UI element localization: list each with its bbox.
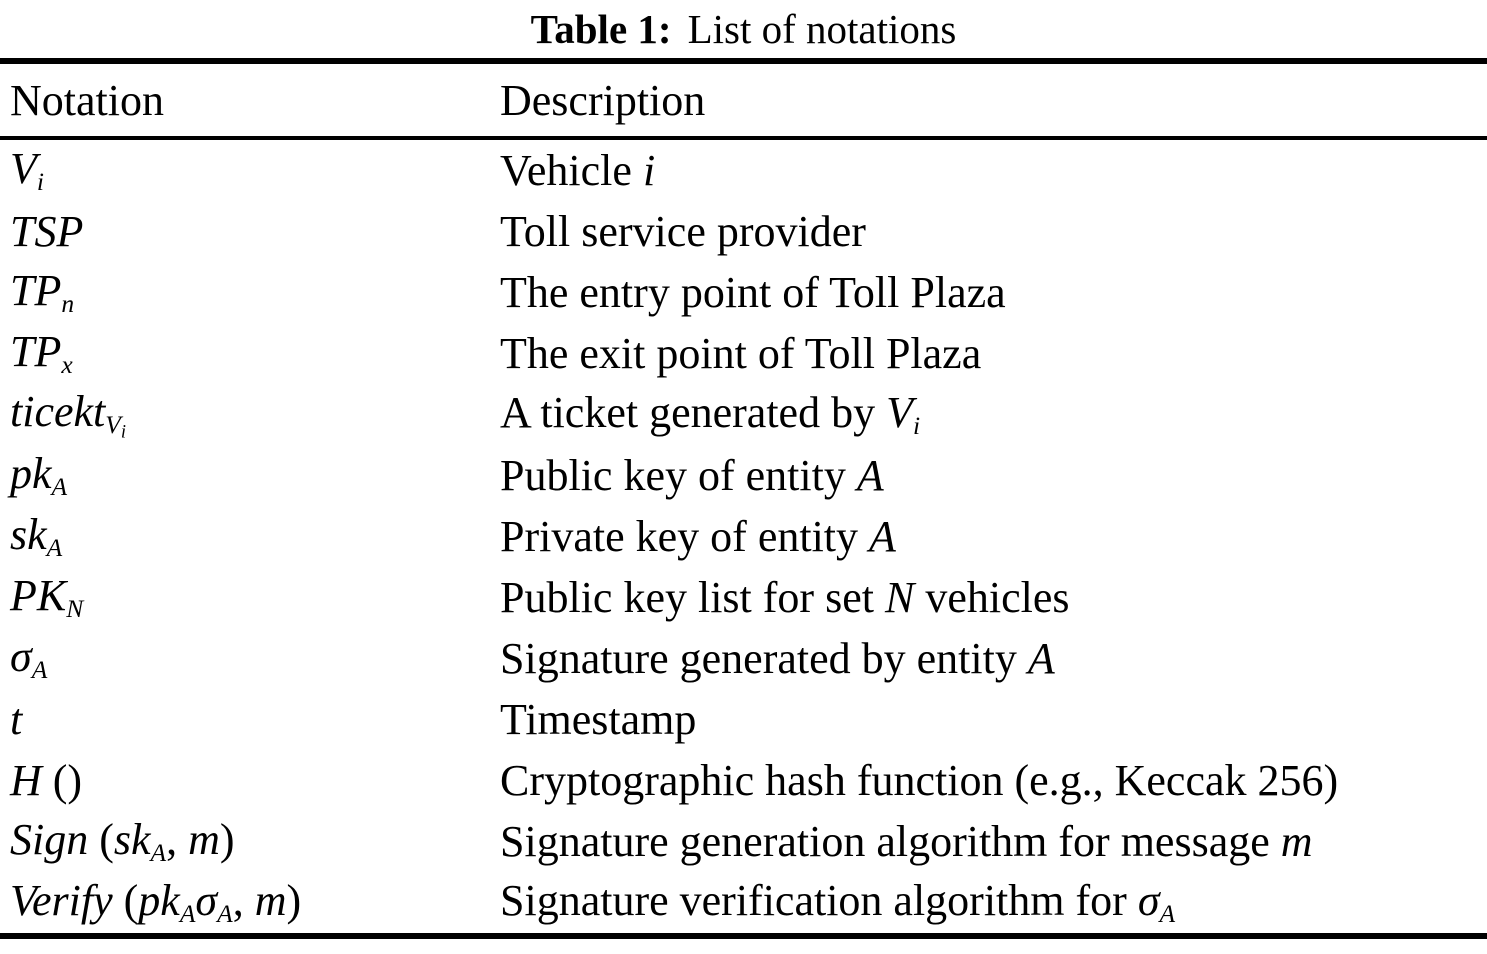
text-segment: ) (286, 876, 302, 926)
text-segment: σ (1137, 876, 1160, 926)
notation-cell (0, 570, 500, 624)
text-segment: σ (10, 632, 32, 682)
table-header-row (0, 64, 1487, 136)
table-caption-number: Table 1: (530, 6, 672, 52)
text-segment: A (179, 899, 196, 929)
table-body (0, 140, 1487, 933)
table-row (0, 262, 1487, 323)
text-segment: A (856, 451, 884, 500)
text-segment: m (1280, 817, 1313, 866)
table-row (0, 506, 1487, 567)
table-bottom-rule (0, 933, 1487, 939)
text-segment: Public key of entity (500, 451, 857, 500)
text-segment: t (10, 695, 23, 744)
text-segment: Public key list for set (500, 573, 885, 622)
notation-cell (0, 448, 500, 502)
description-cell (500, 206, 1487, 257)
text-segment: , (232, 876, 255, 926)
text-segment: Timestamp (500, 695, 697, 744)
notation-cell (0, 386, 500, 442)
notation-cell (0, 755, 500, 806)
table-row (0, 384, 1487, 445)
text-segment: ticekt (10, 387, 106, 437)
notation-cell (0, 326, 500, 380)
table-row (0, 140, 1487, 201)
text-segment: The exit point of Toll Plaza (500, 329, 982, 378)
text-segment: σ (195, 876, 218, 926)
description-cell (500, 387, 1487, 441)
text-segment: Signature generated by entity (500, 634, 1028, 683)
text-segment: PK (10, 571, 67, 621)
text-segment: H (10, 756, 42, 805)
description-cell (500, 816, 1487, 867)
notation-cell (0, 875, 500, 929)
notation-cell (0, 143, 500, 197)
text-segment: , (166, 815, 189, 865)
table-row (0, 811, 1487, 872)
text-segment: i (642, 146, 656, 195)
text-segment: TP (10, 327, 62, 377)
text-segment: Signature generation algorithm for message (500, 817, 1281, 866)
description-cell (500, 694, 1487, 745)
text-segment: sk (113, 815, 151, 865)
table-row (0, 201, 1487, 262)
text-segment: i (912, 411, 921, 441)
text-segment: A (31, 655, 48, 685)
table-row (0, 567, 1487, 628)
text-segment: m (254, 876, 287, 926)
notation-cell (0, 631, 500, 685)
text-segment: A (869, 512, 896, 561)
notation-cell (0, 814, 500, 868)
text-segment: A ticket generated by (500, 388, 887, 438)
description-cell (500, 328, 1487, 379)
table-row (0, 689, 1487, 750)
description-cell (500, 450, 1487, 501)
description-cell (500, 267, 1487, 318)
text-segment: A (46, 533, 63, 563)
table-row (0, 750, 1487, 811)
text-segment: Signature verification algorithm for (500, 876, 1138, 926)
table-row (0, 323, 1487, 384)
text-segment: sk (10, 510, 47, 560)
column-header-description: Description (500, 75, 706, 125)
text-segment: i (120, 421, 126, 442)
text-segment: The entry point of Toll Plaza (500, 268, 1006, 317)
table-row (0, 445, 1487, 506)
text-segment: Cryptographic hash function (e.g., Keccak 256) (500, 756, 1339, 805)
notation-cell (0, 509, 500, 563)
text-segment: n (61, 289, 75, 319)
text-segment: V (10, 144, 37, 194)
text-segment: ( (88, 815, 114, 865)
notation-cell (0, 265, 500, 319)
table-caption (0, 0, 1487, 58)
text-segment: i (36, 167, 44, 197)
text-segment: vehicles (914, 573, 1070, 622)
text-segment: Vehicle (500, 146, 643, 195)
text-segment: N (66, 594, 84, 624)
text-segment: Verify (10, 876, 113, 926)
text-segment: A (1027, 634, 1055, 683)
notation-cell (0, 206, 500, 257)
text-segment: A (1159, 899, 1176, 929)
description-cell (500, 633, 1487, 684)
column-header-notation: Notation (10, 75, 164, 125)
description-cell (500, 511, 1487, 562)
text-segment: A (51, 472, 68, 502)
text-segment: TSP (10, 207, 84, 256)
text-segment: A (217, 899, 233, 929)
text-segment: A (150, 838, 167, 868)
description-cell (500, 875, 1487, 929)
text-segment: Sign (10, 815, 89, 865)
description-cell (500, 145, 1487, 196)
text-segment: ( (112, 876, 139, 926)
table-caption-text: List of notations (687, 6, 957, 52)
table-row (0, 872, 1487, 933)
text-segment: TP (10, 266, 62, 316)
text-segment: Toll service provider (500, 207, 866, 256)
text-segment: V (886, 388, 913, 438)
text-segment: x (61, 350, 73, 380)
description-cell (500, 572, 1487, 623)
text-segment: N (884, 573, 915, 622)
text-segment: pk (138, 876, 180, 926)
text-segment: pk (10, 449, 52, 499)
text-segment: Private key of entity (500, 512, 870, 561)
table-row (0, 628, 1487, 689)
text-segment: m (188, 815, 220, 865)
notation-cell (0, 694, 500, 745)
description-cell (500, 755, 1487, 806)
text-segment: ) (219, 815, 235, 865)
text-segment: () (41, 756, 83, 805)
text-segment: V (105, 410, 121, 440)
